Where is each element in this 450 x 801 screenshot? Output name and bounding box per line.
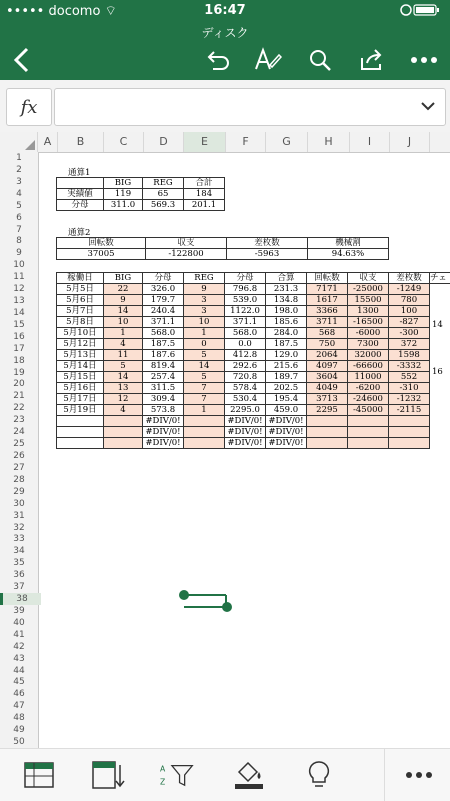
table-cell[interactable]: 184 <box>184 189 225 200</box>
table-cell[interactable]: 10 <box>104 317 143 328</box>
column-title[interactable]: チェ <box>430 273 450 284</box>
table-cell[interactable] <box>389 416 430 427</box>
table-cell[interactable]: 11000 <box>348 372 389 383</box>
table-cell[interactable]: 326.0 <box>143 284 184 295</box>
column-header[interactable]: G <box>266 132 308 152</box>
table-cell[interactable]: -66600 <box>348 361 389 372</box>
table-cell[interactable]: 198.0 <box>266 306 307 317</box>
table-cell[interactable]: -1232 <box>389 394 430 405</box>
column-header[interactable]: J <box>390 132 430 152</box>
table-cell[interactable]: -3332 <box>389 361 430 372</box>
table-cell[interactable]: 371.1 <box>225 317 266 328</box>
table-row <box>57 284 450 295</box>
row-header[interactable]: 50 <box>0 736 38 748</box>
table-cell[interactable] <box>389 427 430 438</box>
lightbulb-icon[interactable] <box>302 759 336 791</box>
table-cell[interactable]: 720.8 <box>225 372 266 383</box>
row-header[interactable]: 42 <box>0 641 38 653</box>
table-cell[interactable]: 4097 <box>307 361 348 372</box>
row-header[interactable]: 25 <box>0 438 38 450</box>
overflow-cell <box>432 283 450 295</box>
section1-title: 通算1 <box>68 166 90 178</box>
row-header[interactable]: 22 <box>0 402 38 414</box>
row-header[interactable]: 8 <box>0 235 38 247</box>
select-all-corner[interactable] <box>0 132 38 152</box>
overflow-cell <box>432 307 450 319</box>
table-cell[interactable] <box>57 427 104 438</box>
table-row <box>57 372 450 383</box>
row-header[interactable]: 24 <box>0 426 38 438</box>
table-cell[interactable]: 185.6 <box>266 317 307 328</box>
table-row <box>57 350 450 361</box>
table-cell[interactable]: 65 <box>143 189 184 200</box>
row-header[interactable]: 23 <box>0 414 38 426</box>
table-cell[interactable] <box>104 438 143 449</box>
row-header[interactable]: 3 <box>0 176 38 188</box>
status-bar <box>0 0 450 22</box>
table-cell[interactable]: 552 <box>389 372 430 383</box>
table-cell[interactable]: 412.8 <box>225 350 266 361</box>
table-cell[interactable]: 1 <box>184 328 225 339</box>
table-cell[interactable]: 3 <box>184 306 225 317</box>
table-cell[interactable] <box>348 427 389 438</box>
table-cell[interactable]: 5月5日 <box>57 284 104 295</box>
table-cell[interactable]: -6000 <box>348 328 389 339</box>
table-cell[interactable]: 32000 <box>348 350 389 361</box>
table-cell[interactable]: #DIV/0! <box>143 438 184 449</box>
table-cell[interactable]: 7171 <box>307 284 348 295</box>
table-cell[interactable]: 231.3 <box>266 284 307 295</box>
table-cell[interactable]: 5 <box>104 361 143 372</box>
table-cell[interactable]: -24600 <box>348 394 389 405</box>
table-cell[interactable]: 284.0 <box>266 328 307 339</box>
row-header[interactable]: 43 <box>0 653 38 665</box>
row-header[interactable]: 30 <box>0 498 38 510</box>
table-cell[interactable] <box>57 416 104 427</box>
row-header[interactable]: 33 <box>0 533 38 545</box>
row-header[interactable]: 46 <box>0 688 38 700</box>
table-cell[interactable]: 1617 <box>307 295 348 306</box>
table-cell[interactable]: 796.8 <box>225 284 266 295</box>
table-cell[interactable]: 819.4 <box>143 361 184 372</box>
table-cell[interactable]: 37005 <box>57 249 146 260</box>
row-header[interactable]: 1 <box>0 152 38 164</box>
table-cell[interactable]: 1300 <box>348 306 389 317</box>
column-header[interactable]: F <box>226 132 266 152</box>
column-header[interactable]: H <box>308 132 350 152</box>
row-header[interactable]: 48 <box>0 712 38 724</box>
row-header[interactable]: 4 <box>0 188 38 200</box>
table-cell[interactable]: 13 <box>104 383 143 394</box>
table-cell[interactable]: 5月12日 <box>57 339 104 350</box>
table-cell[interactable]: 3366 <box>307 306 348 317</box>
table-row <box>57 405 450 416</box>
row-header[interactable]: 11 <box>0 271 38 283</box>
table-cell[interactable]: 14 <box>104 306 143 317</box>
table-cell[interactable]: 5月17日 <box>57 394 104 405</box>
table-cell[interactable]: 7300 <box>348 339 389 350</box>
draw-pen-icon[interactable] <box>252 44 284 76</box>
row-header[interactable]: 18 <box>0 355 38 367</box>
row-headers <box>0 152 39 748</box>
table-cell[interactable]: -827 <box>389 317 430 328</box>
overflow-cell <box>432 378 450 390</box>
row-header[interactable]: 31 <box>0 510 38 522</box>
share-icon[interactable] <box>356 44 388 76</box>
table-cell[interactable]: 129.0 <box>266 350 307 361</box>
chevron-down-icon[interactable] <box>419 97 437 119</box>
table-cell[interactable]: 5月6日 <box>57 295 104 306</box>
table-cell[interactable]: 15500 <box>348 295 389 306</box>
table-cell[interactable]: -25000 <box>348 284 389 295</box>
table-cell[interactable]: 309.4 <box>143 394 184 405</box>
wifi-icon: ⌔ <box>105 4 117 19</box>
table-cell[interactable]: -6200 <box>348 383 389 394</box>
table-cell[interactable]: -122800 <box>146 249 227 260</box>
table-cell[interactable]: -45000 <box>348 405 389 416</box>
table-cell[interactable]: #DIV/0! <box>225 438 266 449</box>
table-cell[interactable]: 実績値 <box>57 189 104 200</box>
overflow-cell: 16 <box>432 366 450 378</box>
row-header[interactable]: 44 <box>0 665 38 677</box>
table-cell[interactable]: 5 <box>184 372 225 383</box>
svg-text:A: A <box>160 765 166 774</box>
table-cell[interactable]: 5月10日 <box>57 328 104 339</box>
table-cell[interactable]: -5963 <box>227 249 308 260</box>
summary-table-1 <box>56 177 225 211</box>
table-cell[interactable]: 568.0 <box>225 328 266 339</box>
table-cell[interactable]: 201.1 <box>184 200 225 211</box>
table-cell[interactable]: 292.6 <box>225 361 266 372</box>
row-header[interactable]: 12 <box>0 283 38 295</box>
table-row <box>57 361 450 372</box>
undo-icon[interactable] <box>202 44 234 76</box>
svg-text:Z: Z <box>160 777 165 786</box>
app-bar <box>0 22 450 80</box>
row-header[interactable]: 34 <box>0 545 38 557</box>
table-cell[interactable]: 9 <box>104 295 143 306</box>
table-cell[interactable] <box>184 438 225 449</box>
table-cell[interactable] <box>307 438 348 449</box>
table-cell[interactable]: 9 <box>184 284 225 295</box>
table-row <box>57 394 450 405</box>
row-header[interactable]: 32 <box>0 522 38 534</box>
table-cell[interactable]: 578.4 <box>225 383 266 394</box>
table-row <box>57 383 450 394</box>
table-cell[interactable]: 10 <box>184 317 225 328</box>
table-cell[interactable]: 5 <box>184 350 225 361</box>
table-row <box>57 328 450 339</box>
table-cell[interactable]: #DIV/0! <box>225 416 266 427</box>
sheet-area[interactable] <box>38 152 450 748</box>
row-header[interactable]: 38 <box>0 593 41 605</box>
table-cell[interactable]: 収支 <box>146 238 227 249</box>
table-cell[interactable]: #DIV/0! <box>266 416 307 427</box>
table-cell[interactable]: 4 <box>104 339 143 350</box>
table-cell[interactable]: #DIV/0! <box>143 427 184 438</box>
table-cell[interactable]: 4 <box>104 405 143 416</box>
overflow-cell <box>432 426 450 438</box>
table-cell[interactable]: 5月15日 <box>57 372 104 383</box>
table-cell[interactable]: 530.4 <box>225 394 266 405</box>
table-cell[interactable]: BIG <box>104 178 143 189</box>
column-header[interactable]: E <box>184 132 226 152</box>
table-cell[interactable]: 3604 <box>307 372 348 383</box>
table-cell[interactable] <box>184 427 225 438</box>
table-cell[interactable]: 14 <box>184 361 225 372</box>
table-cell[interactable] <box>104 416 143 427</box>
more-icon[interactable] <box>402 759 436 791</box>
battery-icon <box>400 3 440 21</box>
formula-input[interactable] <box>54 88 446 126</box>
row-header[interactable]: 49 <box>0 724 38 736</box>
connector-shape[interactable] <box>178 589 234 613</box>
column-header[interactable]: B <box>58 132 104 152</box>
more-options-icon[interactable] <box>408 44 440 76</box>
table-cell[interactable]: #DIV/0! <box>225 427 266 438</box>
row-header[interactable]: 37 <box>0 581 38 593</box>
column-title[interactable]: 回転数 <box>307 273 348 284</box>
table-cell[interactable] <box>104 427 143 438</box>
table-cell[interactable]: 134.8 <box>266 295 307 306</box>
carrier-label: ••••• docomo ⌔ <box>6 3 117 19</box>
table-cell[interactable]: 2064 <box>307 350 348 361</box>
table-cell[interactable]: 750 <box>307 339 348 350</box>
table-cell[interactable]: 179.7 <box>143 295 184 306</box>
overflow-cell <box>432 354 450 366</box>
table-row <box>57 317 450 328</box>
table-cell[interactable] <box>307 427 348 438</box>
column-title[interactable]: 分母 <box>143 273 184 284</box>
document-title: ディスク <box>0 24 450 41</box>
fill-color-icon[interactable] <box>232 759 266 791</box>
table-cell[interactable]: 215.6 <box>266 361 307 372</box>
freeze-panes-icon[interactable] <box>22 759 56 791</box>
column-headers <box>0 132 450 153</box>
bottom-toolbar <box>0 748 450 801</box>
table-cell[interactable]: 1 <box>184 405 225 416</box>
table-cell[interactable]: 差枚数 <box>227 238 308 249</box>
table-cell[interactable]: 11 <box>104 350 143 361</box>
table-row <box>57 306 450 317</box>
row-header[interactable]: 35 <box>0 557 38 569</box>
sort-filter-icon[interactable] <box>160 759 194 791</box>
table-cell[interactable]: 187.5 <box>266 339 307 350</box>
column-header[interactable]: A <box>38 132 58 152</box>
table-cell[interactable]: 2295.0 <box>225 405 266 416</box>
table-cell[interactable]: 5月14日 <box>57 361 104 372</box>
table-cell[interactable]: 5月13日 <box>57 350 104 361</box>
table-cell[interactable]: 5月7日 <box>57 306 104 317</box>
table-cell[interactable]: 372 <box>389 339 430 350</box>
table-cell[interactable]: 5月19日 <box>57 405 104 416</box>
column-title[interactable]: 分母 <box>225 273 266 284</box>
table-cell[interactable]: 1598 <box>389 350 430 361</box>
table-cell[interactable]: #DIV/0! <box>143 416 184 427</box>
column-title[interactable]: 差枚数 <box>389 273 430 284</box>
table-cell[interactable]: -16500 <box>348 317 389 328</box>
table-cell[interactable]: -2115 <box>389 405 430 416</box>
row-header[interactable]: 17 <box>0 343 38 355</box>
column-title[interactable]: BIG <box>104 273 143 284</box>
overflow-cell <box>432 414 450 426</box>
table-row <box>57 295 450 306</box>
table-cell[interactable]: REG <box>143 178 184 189</box>
row-header[interactable]: 16 <box>0 331 38 343</box>
row-header[interactable]: 26 <box>0 450 38 462</box>
overflow-cell <box>432 331 450 343</box>
column-title[interactable]: 収支 <box>348 273 389 284</box>
table-cell[interactable]: 機械割 <box>308 238 389 249</box>
table-cell[interactable]: -1249 <box>389 284 430 295</box>
spreadsheet-grid[interactable] <box>0 132 450 748</box>
table-cell[interactable]: 568 <box>307 328 348 339</box>
table-cell[interactable]: -300 <box>389 328 430 339</box>
row-header[interactable]: 40 <box>0 617 38 629</box>
row-header[interactable]: 5 <box>0 200 38 212</box>
table-cell[interactable]: 2295 <box>307 405 348 416</box>
signal-icon: ••••• <box>6 4 44 19</box>
row-header[interactable]: 28 <box>0 474 38 486</box>
overflow-cell <box>432 402 450 414</box>
table-cell[interactable]: 回転数 <box>57 238 146 249</box>
row-header[interactable]: 6 <box>0 212 38 224</box>
table-cell[interactable]: #DIV/0! <box>266 438 307 449</box>
table-cell[interactable]: 202.5 <box>266 383 307 394</box>
row-header[interactable]: 9 <box>0 247 38 259</box>
daily-results-table <box>56 272 450 449</box>
table-cell[interactable]: 257.4 <box>143 372 184 383</box>
table-cell[interactable]: 12 <box>104 394 143 405</box>
table-cell[interactable]: 311.0 <box>104 200 143 211</box>
table-cell[interactable]: 合計 <box>184 178 225 189</box>
table-cell[interactable]: 5月16日 <box>57 383 104 394</box>
table-cell[interactable]: 187.6 <box>143 350 184 361</box>
table-cell[interactable]: 3713 <box>307 394 348 405</box>
table-cell[interactable] <box>57 438 104 449</box>
row-header[interactable]: 10 <box>0 259 38 271</box>
row-header[interactable]: 39 <box>0 605 38 617</box>
clock: 16:47 <box>0 3 450 18</box>
row-header[interactable]: 19 <box>0 367 38 379</box>
overflow-column <box>432 283 450 438</box>
row-header[interactable]: 41 <box>0 629 38 641</box>
table-cell[interactable]: 5月8日 <box>57 317 104 328</box>
row-header[interactable]: 13 <box>0 295 38 307</box>
row-header[interactable]: 29 <box>0 486 38 498</box>
row-header[interactable]: 36 <box>0 569 38 581</box>
table-cell[interactable]: 119 <box>104 189 143 200</box>
table-cell[interactable]: 0.0 <box>225 339 266 350</box>
row-header[interactable]: 45 <box>0 676 38 688</box>
table-cell[interactable]: 780 <box>389 295 430 306</box>
row-header[interactable]: 27 <box>0 462 38 474</box>
toolbar-divider <box>384 749 385 801</box>
table-cell[interactable]: 100 <box>389 306 430 317</box>
table-row <box>57 339 450 350</box>
table-row <box>57 438 450 449</box>
table-cell[interactable]: 7 <box>184 394 225 405</box>
table-cell[interactable]: 1 <box>104 328 143 339</box>
row-header[interactable]: 21 <box>0 390 38 402</box>
table-cell[interactable] <box>348 416 389 427</box>
table-cell[interactable]: 195.4 <box>266 394 307 405</box>
row-header[interactable]: 2 <box>0 164 38 176</box>
column-header[interactable]: I <box>350 132 390 152</box>
table-cell[interactable] <box>348 438 389 449</box>
overflow-cell: 14 <box>432 319 450 331</box>
table-cell[interactable] <box>184 416 225 427</box>
table-cell[interactable]: 539.0 <box>225 295 266 306</box>
table-cell[interactable]: 分母 <box>57 200 104 211</box>
row-header[interactable]: 7 <box>0 224 38 236</box>
table-cell[interactable]: 568.0 <box>143 328 184 339</box>
summary-table-2 <box>56 237 389 260</box>
fx-icon[interactable]: fx <box>6 88 52 126</box>
column-header[interactable]: C <box>104 132 144 152</box>
table-row <box>57 427 450 438</box>
table-cell[interactable]: 14 <box>104 372 143 383</box>
row-header[interactable]: 47 <box>0 700 38 712</box>
table-cell[interactable]: 189.7 <box>266 372 307 383</box>
table-cell[interactable]: 459.0 <box>266 405 307 416</box>
section2-title: 通算2 <box>68 226 90 238</box>
insert-rows-icon[interactable] <box>92 759 126 791</box>
table-cell[interactable]: 3711 <box>307 317 348 328</box>
formula-bar <box>0 80 450 132</box>
table-cell[interactable]: 1122.0 <box>225 306 266 317</box>
table-cell[interactable]: 22 <box>104 284 143 295</box>
table-cell[interactable]: 7 <box>184 383 225 394</box>
search-icon[interactable] <box>304 44 336 76</box>
table-cell[interactable]: #DIV/0! <box>266 427 307 438</box>
table-cell[interactable]: 371.1 <box>143 317 184 328</box>
table-cell[interactable] <box>57 178 104 189</box>
table-cell[interactable]: 0 <box>184 339 225 350</box>
column-title[interactable]: REG <box>184 273 225 284</box>
table-cell[interactable]: 311.5 <box>143 383 184 394</box>
back-icon[interactable] <box>6 44 38 76</box>
table-cell[interactable]: -310 <box>389 383 430 394</box>
row-header[interactable]: 14 <box>0 307 38 319</box>
column-title[interactable]: 合算 <box>266 273 307 284</box>
table-cell[interactable]: 573.8 <box>143 405 184 416</box>
column-header[interactable]: D <box>144 132 184 152</box>
column-title[interactable]: 稼働日 <box>57 273 104 284</box>
row-header[interactable]: 20 <box>0 378 38 390</box>
row-header[interactable]: 15 <box>0 319 38 331</box>
table-row <box>57 416 450 427</box>
table-cell[interactable]: 187.5 <box>143 339 184 350</box>
table-cell[interactable]: 240.4 <box>143 306 184 317</box>
overflow-cell <box>432 342 450 354</box>
table-cell[interactable]: 4049 <box>307 383 348 394</box>
table-cell[interactable]: 569.3 <box>143 200 184 211</box>
overflow-cell <box>432 390 450 402</box>
table-cell[interactable] <box>389 438 430 449</box>
overflow-cell <box>432 295 450 307</box>
table-cell[interactable]: 3 <box>184 295 225 306</box>
table-cell[interactable]: 94.63% <box>308 249 389 260</box>
table-cell[interactable] <box>307 416 348 427</box>
